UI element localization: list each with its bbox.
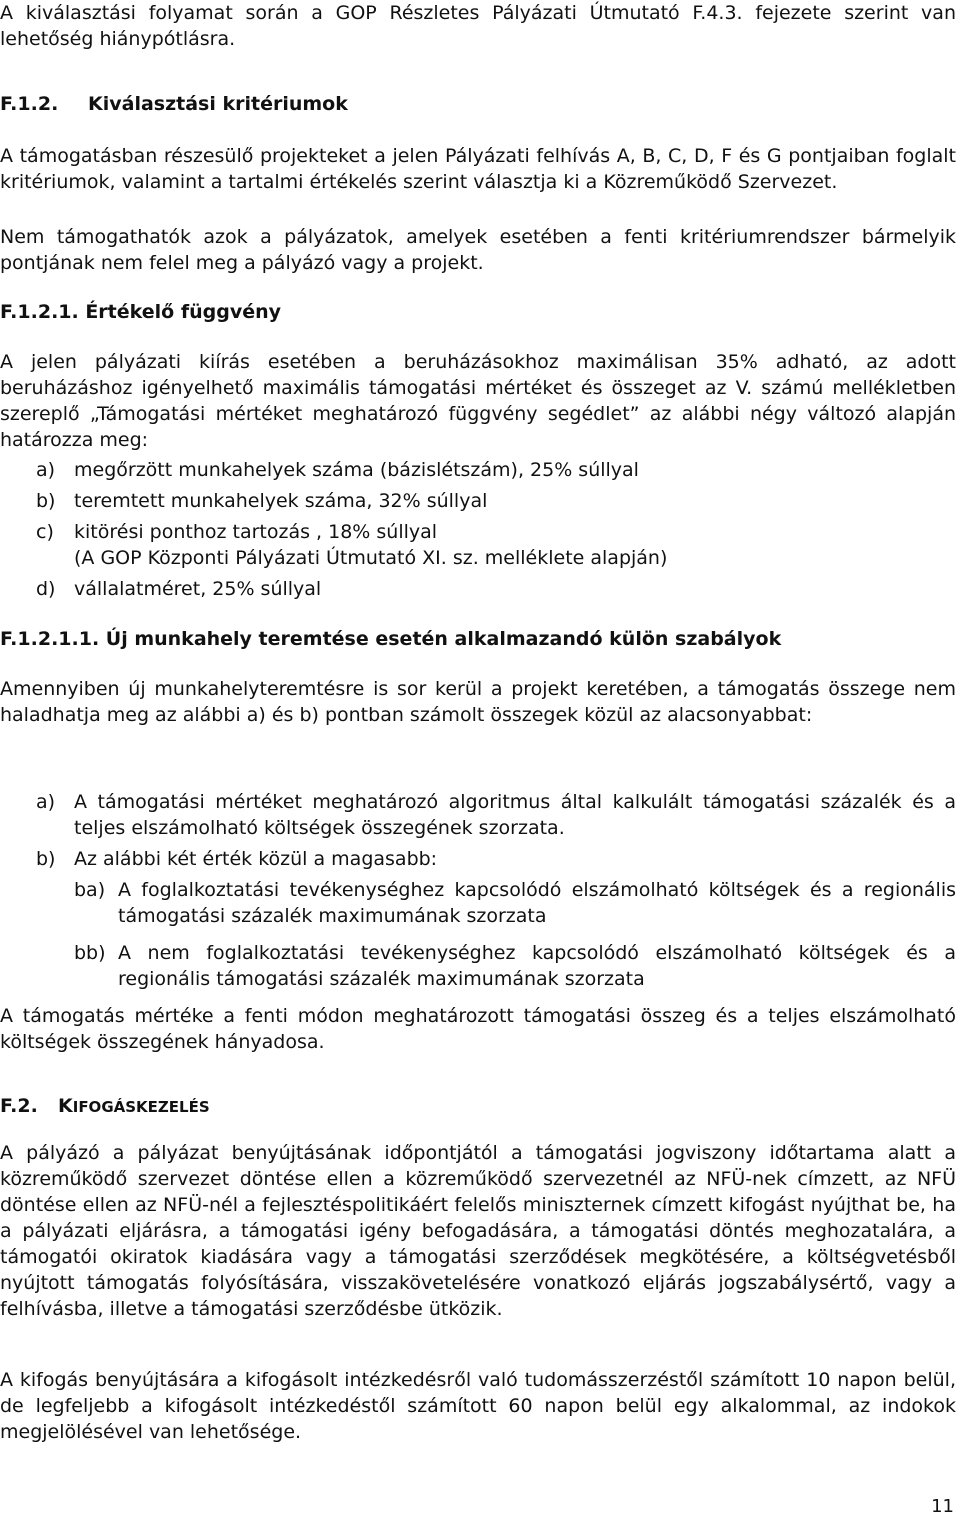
section-number: F.1.2. (0, 93, 59, 115)
list-item-text: Az alábbi két érték közül a magasabb: (74, 848, 438, 870)
intro-paragraph: A kiválasztási folyamat során a GOP Részletes Pályázati Útmutató F.4.3. fejezete szerint van lehetőség hiánypótlásra. (0, 2, 956, 50)
section-heading-f12 (0, 91, 956, 117)
list-item-label: a) (36, 459, 56, 481)
paragraph-selection-criteria: A támogatásban részesülő projekteket a jelen Pályázati felhívás A, B, C, D, F és G pontjaiban foglalt kritériumok, valamint a tartalmi értékelés szerint választja ki a Közreműködő Szervezet. (0, 145, 956, 193)
section-title-initial: K (58, 1095, 73, 1117)
list-item-label: b) (36, 848, 56, 870)
page-number: 11 (931, 1496, 954, 1517)
list-item-text: A támogatási mértéket meghatározó algoritmus által kalkulált támogatási százalék és a teljes elszámolható költségek összegének szorzata. (74, 791, 956, 839)
paragraph-complaint-deadline: A kifogás benyújtására a kifogásolt intézkedésről való tudomásszerzéstől számított 10 napon belül, de legfeljebb a kifogásolt intézkedéstől számított 60 napon belül egy alkalommal, az indokok megjelölésével van lehetősége. (0, 1369, 956, 1443)
paragraph-complaint-rights: A pályázó a pályázat benyújtásának időpontjától a támogatási jogviszony időtartama alatt a közreműködő szervezet döntése ellen a közreműködő szervezetnél az NFÜ-nek címzett, az NFÜ döntése ellen az NFÜ-nél a fejlesztéspolitikáért felelős miniszternek címzett kifogást nyújthat be, ha a pályázati eljárásra, a támogatási igény befogadására, a támogatási döntés meghozatalára, a támogatói okiratok kiadására vagy a támogatási szerződések megkötésére, a költségvetésből nyújtott támogatás folyósítására, visszakövetelésére vonatkozó eljárás jogszabálysértő, vagy a felhívásba, illetve a támogatási szerződésbe ütközik. (0, 1142, 956, 1320)
paragraph-evaluation-function: A jelen pályázati kiírás esetében a beruházásokhoz maximálisan 35% adható, az adott beruházáshoz igényelhető maximális támogatási mértéket és összeget az V. számú mellékletben szereplő „Támogatási mértéket meghatározó függvény segédlet” az alábbi négy változó alapján határozza meg: (0, 351, 956, 451)
list-item-label: d) (36, 578, 56, 600)
paragraph-support-ratio: A támogatás mértéke a fenti módon meghatározott támogatási összeg és a teljes elszámolható költségek összegének hányadosa. (0, 1005, 956, 1053)
list-item-text: megőrzött munkahelyek száma (bázislétszám), 25% súllyal (74, 459, 639, 481)
paragraph-new-jobs: Amennyiben új munkahelyteremtésre is sor kerül a projekt keretében, a támogatás összege nem haladhatja meg az alábbi a) és b) pontban számolt összegek közül az alacsonyabbat: (0, 678, 956, 726)
list-item-text: (A GOP Központi Pályázati Útmutató XI. sz. melléklete alapján) (74, 547, 668, 569)
section-heading-f1211: F.1.2.1.1. Új munkahely teremtése esetén alkalmazandó külön szabályok (0, 628, 782, 650)
paragraph-not-supported: Nem támogathatók azok a pályázatok, amelyek esetében a fenti kritériumrendszer bármelyik pontjának nem felel meg a pályázó vagy a projekt. (0, 226, 956, 274)
list-item-label: c) (36, 521, 54, 543)
list-item-text: A foglalkoztatási tevékenységhez kapcsolódó elszámolható költségek és a regionális támogatási százalék maximumának szorzata (118, 879, 956, 927)
section-title-rest: IFOGÁSKEZELÉS (72, 1098, 210, 1116)
list-item-label: ba) (74, 879, 106, 901)
list-item-text: A nem foglalkoztatási tevékenységhez kapcsolódó elszámolható költségek és a regionális támogatási százalék maximumának szorzata (118, 942, 956, 990)
list-item-text: vállalatméret, 25% súllyal (74, 578, 322, 600)
section-heading-f121: F.1.2.1. Értékelő függvény (0, 301, 282, 323)
list-item-label: bb) (74, 942, 106, 964)
list-item-label: b) (36, 490, 56, 512)
list-item-label: a) (36, 791, 56, 813)
section-title (58, 1093, 210, 1120)
list-item-text: kitörési ponthoz tartozás , 18% súllyal (74, 521, 438, 543)
list-item-text: teremtett munkahelyek száma, 32% súllyal (74, 490, 488, 512)
section-heading-f2 (0, 1093, 956, 1119)
section-title: Kiválasztási kritériumok (88, 93, 348, 115)
section-number: F.2. (0, 1095, 38, 1117)
